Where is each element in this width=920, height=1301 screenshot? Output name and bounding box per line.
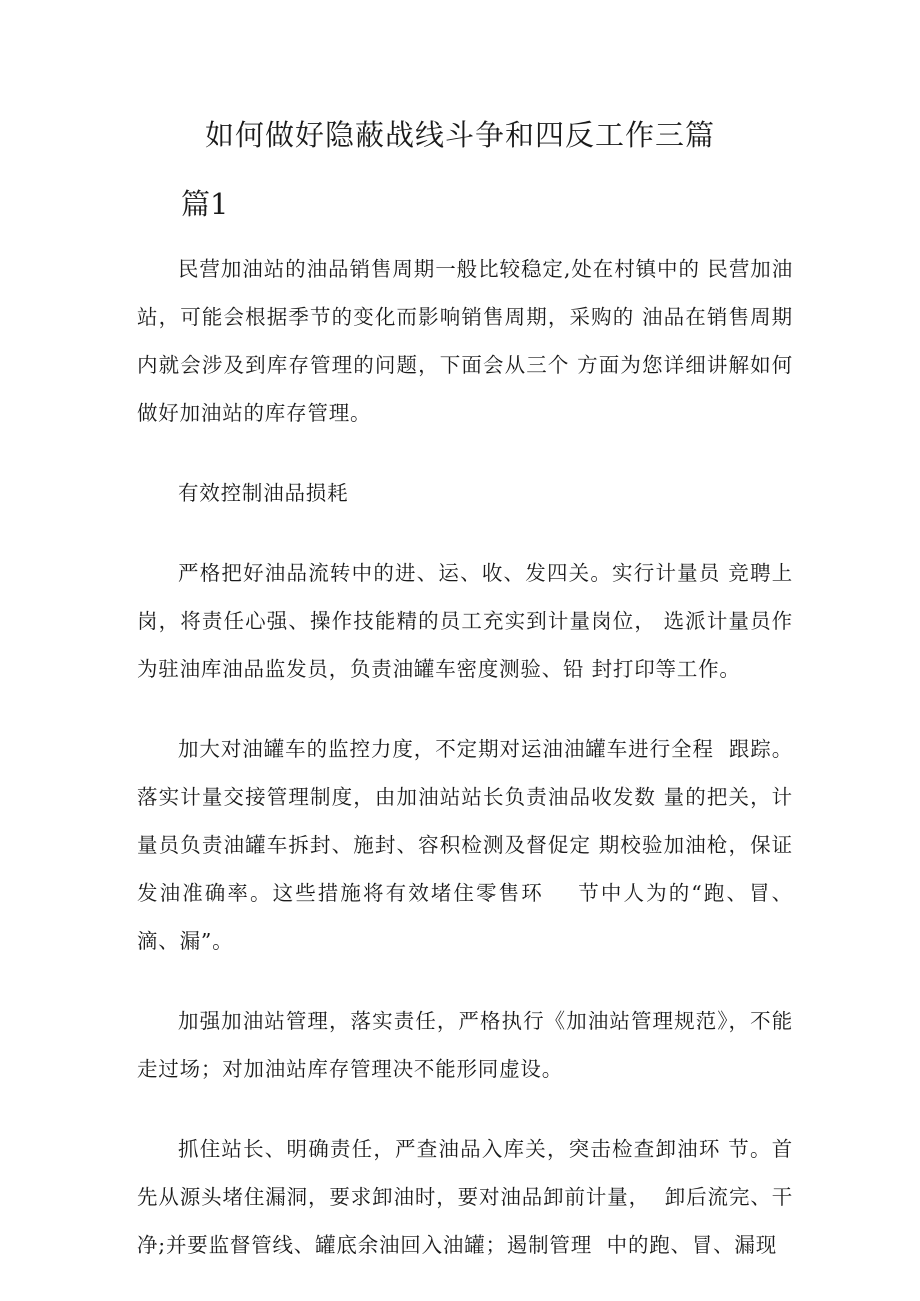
document-body bbox=[137, 245, 793, 1301]
paragraph-station-management: 加强加油站管理，落实责任，严格执行《加油站管理规范》，不能走过场；对加油站库存管理决不能形同虚设。 bbox=[137, 1009, 793, 1081]
document-title: 如何做好隐蔽战线斗争和四反工作三篇 bbox=[204, 118, 715, 152]
paragraph-four-checkpoints: 严格把好油品流转中的进、运、收、发四关。实行计量员 竞聘上岗，将责任心强、操作技能精的员工充实到计量岗位， 选派计量员作为驻油库油品监发员，负责油罐车密度测验、铅 封打印等工作。 bbox=[137, 561, 793, 681]
paragraph-station-manager-duty: 抓住站长、明确责任，严查油品入库关，突击检查卸油环 节。首先从源头堵住漏洞，要求卸油时，要对油品卸前计量， 卸后流完、干净;并要监督管线、罐底余油回入油罐；遏制管理 中的跑、冒、漏现 bbox=[137, 1137, 793, 1257]
section-label: 篇1 bbox=[181, 187, 229, 221]
paragraph-tanker-monitoring: 加大对油罐车的监控力度，不定期对运油油罐车进行全程 跟踪。落实计量交接管理制度，由加油站站长负责油品收发数 量的把关，计量员负责油罐车拆封、施封、容积检测及督促定 期校验加油枪，保证发油准确率。这些措施将有效堵住零售环 节中人为的“跑、冒、滴、漏”。 bbox=[137, 737, 793, 953]
paragraph-intro: 民营加油站的油品销售周期一般比较稳定,处在村镇中的 民营加油站，可能会根据季节的变化而影响销售周期，采购的 油品在销售周期内就会涉及到库存管理的问题，下面会从三个 方面为您详细讲解如何做好加油站的库存管理。 bbox=[137, 257, 793, 425]
paragraph-heading-loss-control: 有效控制油品损耗 bbox=[178, 481, 349, 505]
